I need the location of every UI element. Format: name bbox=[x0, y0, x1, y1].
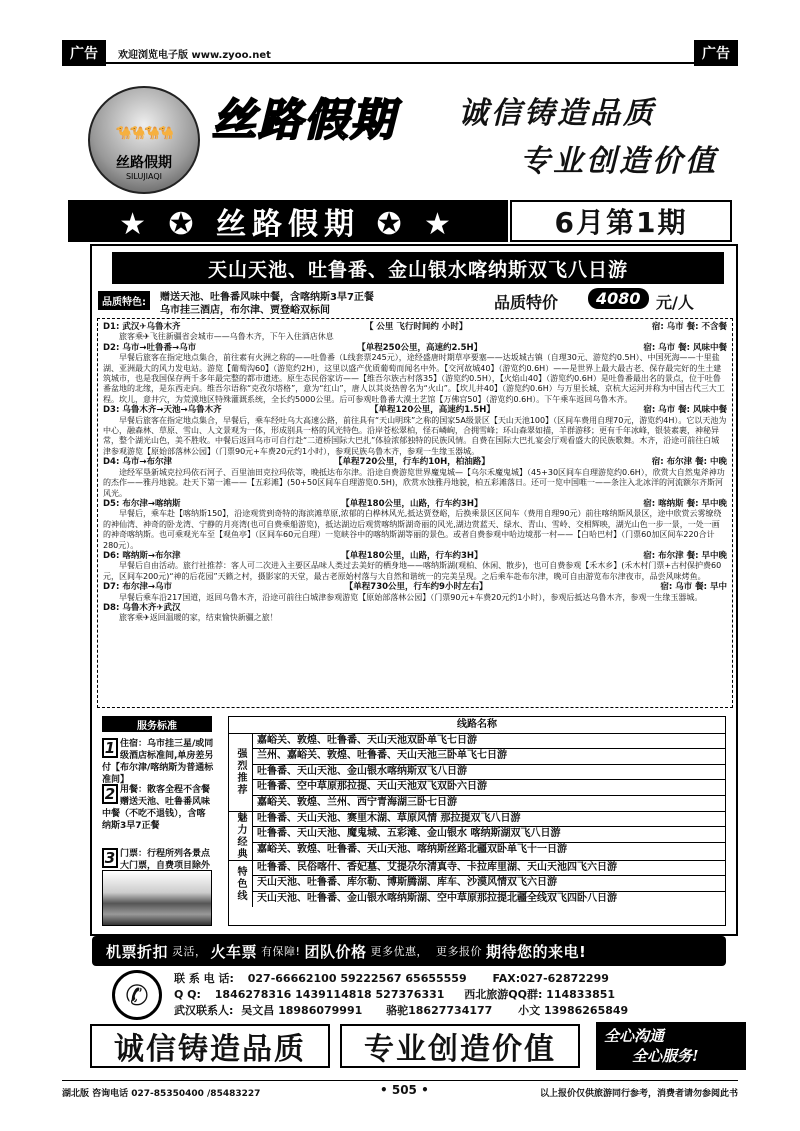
page-number: • 505 • bbox=[380, 1083, 429, 1097]
contact-person-label: 武汉联系人: bbox=[174, 1004, 234, 1017]
footer-contact: 湖北版 咨询电话 027-85350400 /85483227 bbox=[62, 1089, 261, 1099]
price-label: 品质特价 bbox=[494, 293, 559, 312]
feature-line2: 乌市挂三酒店，布尔津、贾登峪双标间 bbox=[160, 305, 330, 316]
day-route: D8: 乌鲁木齐✈武汉 bbox=[103, 602, 181, 613]
price-unit: 元/人 bbox=[656, 293, 694, 312]
brand-banner: ★ ✪ 丝路假期 ✪ ★ bbox=[68, 200, 508, 242]
day-transport: 【 公里 飞行时间约 小时】 bbox=[364, 322, 468, 332]
feature-label: 品质特色: bbox=[98, 291, 150, 310]
day-meals: 宿: 乌市 餐: 早中 bbox=[660, 582, 727, 593]
service-text-3: 门票：行程所列各景点大门票，自费项目除外 bbox=[120, 849, 211, 870]
ticket-banner bbox=[92, 936, 726, 966]
ticket-text-8: 期待您的来电! bbox=[485, 942, 587, 961]
route-item: 吐鲁番、天山天池、金山银水喀纳斯双飞八日游 bbox=[253, 765, 725, 780]
routes-header: 线路名称 bbox=[229, 717, 725, 734]
service-item-tickets bbox=[102, 848, 214, 870]
ticket-text-1: 机票折扣 bbox=[106, 942, 169, 961]
company-logo bbox=[88, 86, 200, 194]
route-group bbox=[229, 812, 725, 861]
itinerary-day-header bbox=[103, 603, 727, 613]
day-description: 早餐后旅客在指定地点集合，早餐后，乘车经吐乌大高速公路，前往具有“天山明珠”之称的国家5A级景区【天山天池100】（区间车费用自理70元，游览约4H）。它以天池为中心，融森林、草原、雪山、人文景观为一体，形成别具一格的风光特色。沿岸苍松翠柏，怪石嶙峋，合拥雪峰；环山森翠如描，羊群游移；更有千年冰峰，银装素裹，神秘异常，整个湖光山色，美不胜收。中餐后返回乌市可自行赴“二道桥国际大巴扎”体验浓郁独特的民族风情。自费在国际大巴扎宴会厅观看盛大的民族歌舞。木齐，沿途可前往白城津参观游览【原始部落林公园】（门票90元+车费20元约1小时），参观民族乌鲁木齐，参观一生缘玉器城。 bbox=[103, 415, 727, 456]
feature-line1: 赠送天池、吐鲁番风味中餐，含喀纳斯3早7正餐 bbox=[160, 292, 374, 303]
day-transport: 【单程250公里，高速约2.5H】 bbox=[357, 342, 483, 353]
service-item-meals bbox=[102, 784, 214, 832]
day-meals: 宿: 乌市 餐: 风味中餐 bbox=[643, 342, 727, 353]
day-route: D4: 乌市→布尔津 bbox=[103, 457, 172, 468]
day-route: D5: 布尔津→喀纳斯 bbox=[103, 498, 181, 509]
itinerary-day-header bbox=[103, 499, 727, 509]
route-item: 兰州、嘉峪关、敦煌、吐鲁番、天山天池三卧单飞七日游 bbox=[253, 749, 725, 764]
qq-numbers: 1846278316 1439114818 527376331 bbox=[214, 988, 445, 1001]
number-2-icon: 2 bbox=[102, 784, 118, 804]
day-description: 早餐后，乘车赴【喀纳斯150】，沿途观赏到奇特的海滨滩草原,浓郁的白桦林风光,抵达贾登峪，后换乘景区区间车（费用自理90元）前往喀纳斯风景区，途中欣赏云雾缭绕的神仙湾、神奇的卧龙湾、宁静的月亮湾(也可自费乘船游览)，抵达湖边后观赏喀纳斯湖奇丽的风光,湖边赏蓝天、绿水、青山、雪岭、交相辉映，湖光山色一步一景，一处一画的神奇喀纳斯。也可乘观光车至【观鱼亭】（区间车60元自理）一览峡谷中的喀纳斯湖等丽的景色。或者自费参观中哈边境那一村——【白哈巴村】（门票60加区间车220合计280元）。 bbox=[103, 509, 722, 550]
contact-person-2: 骆驼18627734177 bbox=[386, 1004, 493, 1017]
day-description: 旅客乘✈返回温暖的家，结束愉快新疆之旅！ bbox=[119, 613, 278, 623]
phone-icon: ✆ bbox=[112, 970, 162, 1020]
route-item: 吐鲁番、天山天池、魔鬼城、五彩滩、金山银水 喀纳斯湖双飞八日游 bbox=[253, 827, 725, 842]
day-transport: 【单程180公里，山路，行车约3H】 bbox=[341, 498, 483, 509]
itinerary-day-header bbox=[103, 322, 727, 332]
contact-qq-row bbox=[174, 986, 615, 1002]
route-group-label: 魅力经典 bbox=[229, 812, 253, 860]
itinerary-day-header bbox=[103, 405, 727, 415]
ticket-text-6: 更多优惠， bbox=[370, 945, 428, 958]
contact-person-row bbox=[174, 1002, 628, 1018]
slogan-line1: 诚信铸造品质 bbox=[458, 96, 656, 131]
ticket-text-7: 更多报价 bbox=[435, 945, 482, 958]
route-group-label: 强烈推荐 bbox=[229, 734, 253, 811]
lake-photo bbox=[102, 870, 212, 926]
service-item-lodging bbox=[102, 738, 214, 786]
bottom-slogan-2: 专业创造价值 bbox=[340, 1024, 580, 1068]
route-item: 嘉峪关、敦煌、吐鲁番、天山天池双卧单飞七日游 bbox=[253, 734, 725, 749]
qq-group: 西北旅游QQ群: 114833851 bbox=[464, 988, 616, 1001]
route-group-label: 特色线 bbox=[229, 861, 253, 907]
contact-person-1: 吴文昌 18986079991 bbox=[241, 1004, 363, 1017]
contact-phone-row bbox=[174, 970, 609, 986]
ad-tag-right: 广告 bbox=[694, 40, 738, 66]
route-group bbox=[229, 734, 725, 812]
service-text-2: 用餐：散客全程不含餐 赠送天池、吐鲁番风味中餐（不吃不退钱），含喀纳斯3早7正餐 bbox=[102, 785, 211, 831]
phone-numbers: 027-66662100 59222567 65655559 bbox=[247, 972, 467, 985]
day-meals: 宿: 乌市 餐: 不含餐 bbox=[651, 322, 727, 332]
phone-label: 联 系 电 话: bbox=[174, 972, 234, 985]
day-description: 旅客乘✈飞往新疆省会城市——乌鲁木齐，下午入住酒店休息 bbox=[119, 332, 334, 342]
logo-name: 丝路假期 bbox=[116, 155, 172, 171]
day-route: D1: 武汉✈乌鲁木齐 bbox=[103, 322, 181, 332]
sub-slogan-1: 全心沟通 bbox=[604, 1027, 665, 1045]
fax-number: FAX:027-62872299 bbox=[492, 972, 609, 985]
welcome-text: 欢迎浏览电子版 www.zyoo.net bbox=[118, 50, 271, 61]
route-item: 嘉峪关、敦煌、兰州、西宁青海湖三卧七日游 bbox=[257, 796, 457, 808]
brand-calligraphy: 丝路假期 bbox=[212, 95, 396, 146]
footer-rule bbox=[62, 1080, 738, 1081]
header-rule bbox=[62, 62, 738, 64]
qq-label: Q Q: bbox=[174, 988, 201, 1001]
day-meals: 宿: 布尔津 餐: 中晚 bbox=[651, 457, 727, 468]
ticket-text-5: 团队价格 bbox=[304, 942, 367, 961]
day-meals: 宿: 喀纳斯 餐: 早中晚 bbox=[643, 498, 727, 509]
day-route: D7: 布尔津→乌市 bbox=[103, 582, 172, 593]
route-item: 吐鲁番、空中草原那拉提、天山天池双飞双卧六日游 bbox=[253, 780, 725, 795]
day-route: D2: 乌市→吐鲁番→乌市 bbox=[103, 342, 197, 353]
ticket-text-4: 有保障! bbox=[261, 945, 301, 958]
contact-person-3: 小文 13986265849 bbox=[518, 1004, 629, 1017]
route-item: 吐鲁番、天山天池、赛里木湖、草原风情 那拉提双飞八日游 bbox=[253, 812, 725, 827]
day-description: 途经军垦新城克拉玛依石河子、百里油田克拉玛依等，晚抵达布尔津。沿途自费游览世界魔鬼城—【乌尔禾魔鬼城】（45+30区间车自理游览约0.6H），欣赏大自然鬼斧神功的杰作——雅丹地貌。赴天下第一滩——【五彩滩】(50+50区间车自理游览0.5H)，欣赏水蚀雅丹地貌，柏五彩滩落日。还可一览中国唯一——条注入北冰洋的河流额尔齐斯河风光。 bbox=[103, 467, 725, 498]
routes-table bbox=[228, 716, 726, 926]
day-transport: 【单程730公里，行车约9小时左右】 bbox=[344, 582, 488, 593]
sub-slogan bbox=[596, 1022, 746, 1070]
day-meals: 宿: 乌市 餐: 风味中餐 bbox=[643, 405, 727, 416]
sub-slogan-2: 全心服务! bbox=[632, 1047, 699, 1065]
slogan-line2: 专业创造价值 bbox=[520, 144, 718, 179]
ticket-text-2: 灵活， bbox=[172, 945, 207, 958]
number-1-icon: 1 bbox=[102, 738, 118, 758]
route-item: 天山天池、吐鲁番、金山银水喀纳斯湖、空中草原那拉提北疆全线双飞四卧八日游 bbox=[257, 892, 617, 904]
tour-title: 天山天池、吐鲁番、金山银水喀纳斯双飞八日游 bbox=[112, 252, 724, 284]
ticket-text-3: 火车票 bbox=[210, 942, 258, 961]
day-description: 早餐后旅客在指定地点集合，前往素有火洲之称的——吐鲁番（L线套票245元），途经盛唐时期草亭要塞——达坂城古镇（自理30元、游览约0.5H）、中国死海——十里盐湖、亚洲最大的风力发电站。游览【葡萄沟60】（游览约2H），这里以盛产优质葡萄而闻名中外。【交河故城40】（游览约0.6H）——是世界上最大最古老、保存最完好的生土建筑城市，也是我国保存两千多年最完整的都市遗迹。原生态民俗家访——【维吾尔族古村落35】（游览约0.5H），【火焰山40】（游览约0.6H）是吐鲁番最出名的景点，位于吐鲁番盆地的北缘，是东西走向。维吾尔语称“克孜尔塔格”，意为“红山”，唐人以其炎热曾名为“火山”。【坎儿井40】（游览约0.6H）与万里长城、京杭大运河并称为中国古代三大工程。坎儿，意井穴，为荒漠地区特殊灌溉系统，全长约5000公里。后可参观吐鲁番大漠土艺馆【万佛宫50】（游览约0.6H）。下午乘车返回乌鲁木齐。 bbox=[103, 353, 725, 404]
logo-pinyin: SILUJIAQI bbox=[125, 172, 163, 181]
price-value: 4080 bbox=[588, 288, 649, 309]
day-description: 早餐后乘车沿217国道，返回乌鲁木齐，沿途可前往白城津参观游览【原始部落林公园】（门票90元+车费20元约1小时），参观后抵达乌鲁木齐，参观一生缘玉器城。 bbox=[119, 592, 703, 602]
issue-number: 6月第1期 bbox=[510, 200, 732, 242]
bottom-slogan-1: 诚信铸造品质 bbox=[90, 1024, 330, 1068]
day-route: D6: 喀纳斯→布尔津 bbox=[103, 550, 181, 561]
ad-tag-left: 广告 bbox=[62, 40, 106, 66]
service-text-1: 住宿：乌市挂三星/或同级酒店标准间,单房差另付【布尔津/喀纳斯为普通标准间】 bbox=[102, 739, 214, 785]
feature-text bbox=[160, 291, 374, 317]
day-meals: 宿: 布尔津 餐: 早中晚 bbox=[643, 550, 727, 561]
itinerary-day-header bbox=[103, 457, 727, 467]
itinerary-day-header bbox=[103, 551, 727, 561]
camel-caravan-icon: 🐪🐪🐪🐪 bbox=[115, 126, 173, 141]
service-header: 服务标准 bbox=[102, 716, 212, 732]
route-group bbox=[229, 861, 725, 907]
number-3-icon: 3 bbox=[102, 848, 118, 868]
itinerary-day-header bbox=[103, 582, 727, 592]
route-item: 吐鲁番、民俗喀什、香妃墓、艾提尕尔清真寺、卡拉库里湖、天山天池四飞六日游 bbox=[253, 861, 725, 876]
day-transport: 【单程120公里，高速约1.5H】 bbox=[369, 405, 495, 416]
footer-disclaimer: 以上报价仅供旅游同行参考，消费者请勿参阅此书 bbox=[539, 1089, 738, 1099]
day-transport: 【单程180公里，山路，行车约3H】 bbox=[341, 550, 483, 561]
itinerary-day-header bbox=[103, 343, 727, 353]
day-transport: 【单程720公里，行车约10H，柏油路】 bbox=[334, 457, 490, 468]
itinerary bbox=[97, 318, 733, 708]
route-item: 天山天池、吐鲁番、库尔勒、博斯腾湖、库车、沙漠风情双飞六日游 bbox=[253, 876, 725, 891]
route-item: 嘉峪关、敦煌、吐鲁番、天山天池、喀纳斯丝路北疆双卧单飞十一日游 bbox=[257, 843, 567, 855]
day-description: 早餐后自由活动。旅行社推荐：客人可二次进入主要区品味人类过去美好的栖身地——喀纳斯湖(观柏、休闲、散步)，也可自费参观【禾木乡】(禾木村门票+古村保护费60元，区间车200元)“神的后花园”天籁之村，摄影家的天堂，最古老原始村落与大自然和谐统一的完美呈现。之后乘车赴布尔津，晚可自由游览布尔津夜市，品尝风味烤鱼。 bbox=[103, 561, 722, 581]
day-route: D3: 乌鲁木齐→天池→乌鲁木齐 bbox=[103, 405, 222, 416]
